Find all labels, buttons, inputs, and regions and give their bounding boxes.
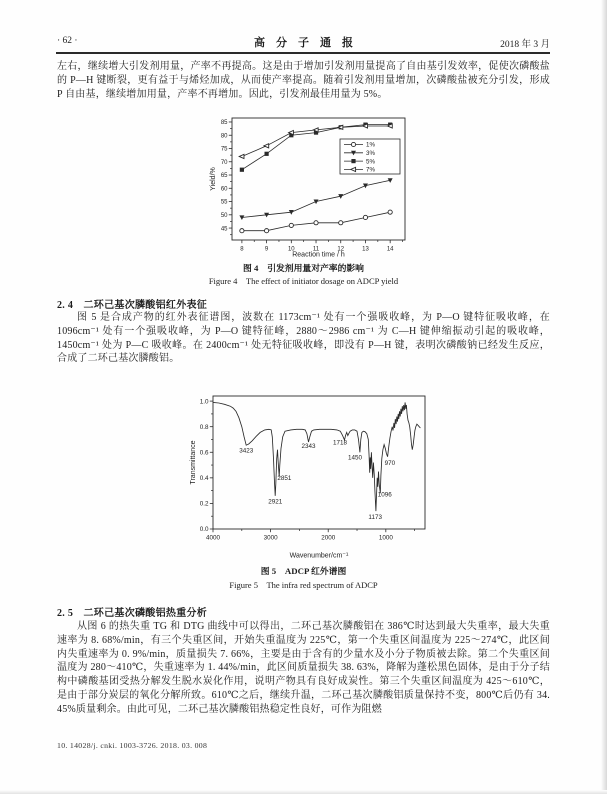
svg-text:12: 12: [337, 246, 345, 253]
svg-text:7%: 7%: [366, 166, 375, 174]
svg-text:4000: 4000: [205, 534, 221, 542]
doi-text: 10. 14028/j. cnki. 1003-3726. 2018. 03. 008: [57, 741, 208, 750]
svg-text:45: 45: [220, 226, 228, 233]
svg-text:2343: 2343: [301, 442, 316, 450]
svg-text:3000: 3000: [263, 534, 278, 542]
section-2-5-paragraph: 从图 6 的热失重 TG 和 DTG 曲线中可以得出，二环己基次膦酸铝在 386℃时达到最大失重率，最大失重速率为 8. 68%/min，有三个失重区间，开始失重温度为 225℃，第一个失重区间温度为 225～274℃，此区间内失重速率为 0. 9%/min，质量损失 7. 66%，主要是由于含有的少量水及小分子物质被去除。第二个失重区间温度为 280～410℃，失重速率为 1. 44%/min，此区间质量损失 38. 63%，降解为蓬松黑色固体，是由于分子结构中磷酸基团受热分解发生脱水炭化作用，说明产物具有良好成炭性。第三个失重区间温度为 425～610℃，是由于部分炭层的氧化分解所致。610℃之后，继续升温，二环己基次膦酸铝质量保持不变，800℃后仍有 34. 45%质量剩余。由此可见，二环己基次膦酸铝热稳定性良好，可作为阻燃: [57, 621, 550, 715]
page-bottom-shadow: [0, 790, 607, 794]
figure4-caption-zh: 图 4 引发剂用量对产率的影响: [243, 263, 364, 273]
svg-text:0.8: 0.8: [199, 423, 209, 431]
svg-text:55: 55: [220, 199, 228, 206]
figure5-caption-en: Figure 5 The infra red spectrum of ADCP: [229, 580, 378, 590]
svg-text:50: 50: [220, 213, 228, 220]
svg-text:10: 10: [287, 246, 295, 253]
svg-text:Wavenumber/cm⁻¹: Wavenumber/cm⁻¹: [289, 552, 349, 560]
svg-text:Transmittance: Transmittance: [190, 440, 197, 485]
svg-text:0.0: 0.0: [199, 526, 209, 534]
svg-text:85: 85: [220, 120, 228, 127]
paragraph-continuation: 左右，继续增大引发剂用量，产率不再提高。这是由于增加引发剂用量提高了自由基引发效率，促使次磷酸盐的 P—H 键断裂，更有益于与烯烃加成，从而使产率提高。随着引发剂用量增加，次磷酸盐被充分引发，形成 P 自由基，继续增加用量，产率不再增加。因此，引发剂最佳用量为 5%。: [57, 61, 550, 100]
svg-text:0.6: 0.6: [199, 449, 209, 457]
svg-text:2921: 2921: [268, 498, 283, 506]
figure4-caption-en: Figure 4 The effect of initiator dosage on ADCP yield: [208, 276, 399, 286]
svg-text:11: 11: [312, 246, 320, 253]
svg-text:3%: 3%: [366, 150, 375, 157]
header-journal-title: 高 分 子 通 报: [254, 37, 353, 49]
svg-text:1000: 1000: [378, 534, 393, 542]
svg-text:14: 14: [386, 246, 394, 253]
svg-text:60: 60: [220, 186, 228, 193]
svg-text:970: 970: [384, 460, 396, 468]
figure4-line-chart: [205, 114, 415, 259]
svg-text:1450: 1450: [347, 454, 363, 462]
svg-text:Yield/%: Yield/%: [210, 167, 217, 191]
svg-text:65: 65: [220, 173, 228, 180]
section-2-5-heading: 2. 5 二环己基次磷酸铝热重分析: [57, 608, 208, 619]
svg-text:70: 70: [220, 159, 228, 166]
svg-text:2000: 2000: [321, 534, 336, 542]
figure5-caption-zh: 图 5 ADCP 红外谱图: [260, 566, 347, 576]
svg-text:0.2: 0.2: [199, 500, 209, 508]
svg-text:1173: 1173: [368, 513, 382, 521]
section-2-4-paragraph: 图 5 是合成产物的红外表征谱图，波数在 1173cm⁻¹ 处有一个强吸收峰，为 P—O 键特征吸收峰，在 1096cm⁻¹ 处有一个强吸收峰，为 P—O 键特征峰，2880～2986 cm⁻¹ 为 C—H 键伸缩振动引起的吸收峰，1450cm⁻¹ 处为 P—C 吸收峰。在 2400cm⁻¹ 处无特征吸收峰，即没有 P—H 键，表明次磷酸钠已经发生反应，合成了二环己基次膦酸铝。: [57, 312, 550, 365]
svg-text:1718: 1718: [332, 439, 348, 447]
header-rule: [56, 52, 550, 54]
svg-text:1096: 1096: [377, 491, 392, 499]
svg-text:80: 80: [220, 133, 228, 140]
svg-text:0.4: 0.4: [199, 475, 209, 483]
svg-text:3423: 3423: [239, 447, 254, 455]
section-2-4-heading: 2. 4 二环己基次膦酸铝红外表征: [57, 300, 208, 311]
svg-text:1.0: 1.0: [199, 398, 209, 406]
page-edge-shadow: [601, 0, 607, 794]
svg-text:8: 8: [240, 246, 244, 253]
header-page-number: · 62 ·: [57, 36, 78, 46]
svg-text:75: 75: [220, 146, 228, 153]
svg-text:9: 9: [264, 246, 269, 253]
header-issue-date: 2018 年 3 月: [500, 40, 550, 50]
svg-text:1%: 1%: [366, 141, 375, 149]
svg-text:2851: 2851: [277, 474, 292, 482]
svg-text:13: 13: [362, 246, 369, 253]
figure5-ir-spectrum-chart: [185, 392, 435, 560]
svg-text:Reaction time / h: Reaction time / h: [292, 251, 345, 259]
svg-text:5%: 5%: [366, 158, 375, 166]
